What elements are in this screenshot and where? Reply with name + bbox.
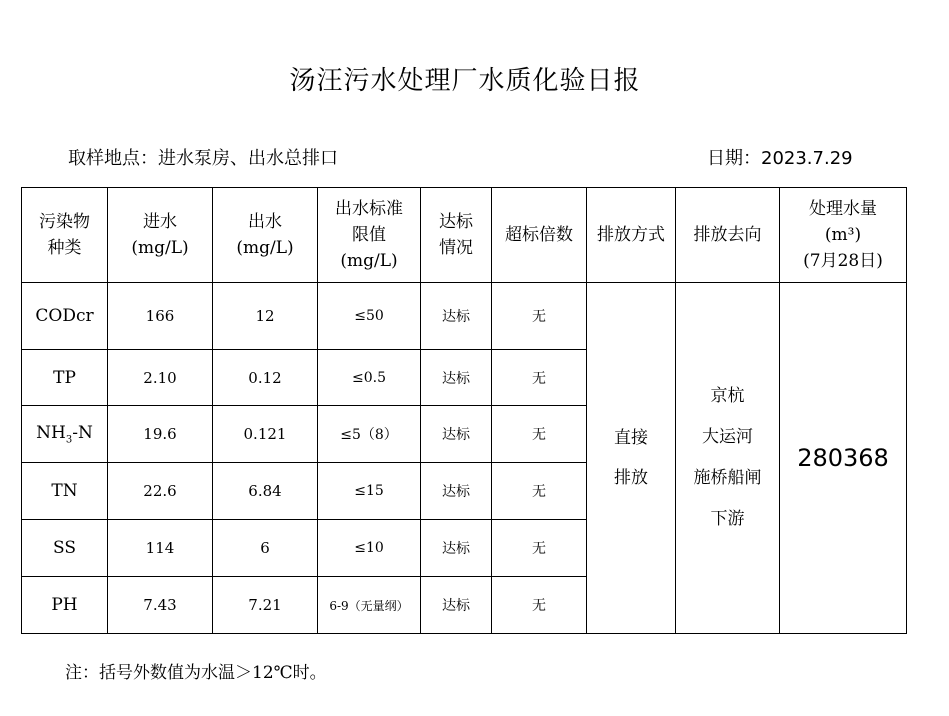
header-pollutant-line: 污染物 — [39, 212, 90, 232]
pollutant-name: SS — [22, 520, 108, 577]
pollutant-name: CODcr — [22, 283, 108, 350]
status-value: 达标 — [421, 520, 492, 577]
header-discharge-dest: 排放去向 — [676, 188, 780, 283]
effluent-value: 6 — [213, 520, 318, 577]
header-row — [22, 188, 907, 283]
influent-value: 19.6 — [108, 406, 213, 463]
header-discharge-method: 排放方式 — [587, 188, 676, 283]
header-volume — [780, 188, 907, 283]
header-volume-date: (7月28日) — [803, 251, 883, 271]
pollutant-name: TP — [22, 350, 108, 406]
exceed-value: 无 — [492, 406, 587, 463]
pollutant-name-subscript: 3 — [65, 434, 73, 446]
header-limit-line: 限值 — [352, 225, 386, 245]
effluent-value: 6.84 — [213, 463, 318, 520]
influent-value: 22.6 — [108, 463, 213, 520]
discharge-method: 直接 排放 — [587, 283, 676, 634]
sample-site: 取样地点：进水泵房、出水总排口 — [68, 148, 338, 169]
influent-value: 7.43 — [108, 577, 213, 634]
header-effluent-line: 出水 — [248, 212, 282, 232]
effluent-value: 7.21 — [213, 577, 318, 634]
influent-value: 2.10 — [108, 350, 213, 406]
table-row — [22, 283, 907, 350]
limit-value: ≤5（8） — [318, 406, 421, 463]
treated-volume: 280368 — [780, 283, 907, 634]
header-volume-line: 处理水量 — [809, 199, 877, 219]
water-quality-table — [21, 187, 907, 634]
exceed-value: 无 — [492, 577, 587, 634]
exceed-value: 无 — [492, 463, 587, 520]
limit-value: ≤0.5 — [318, 350, 421, 406]
footnote: 注：括号外数值为水温＞12℃时。 — [65, 663, 327, 683]
header-effluent — [213, 188, 318, 283]
status-value: 达标 — [421, 283, 492, 350]
header-exceed: 超标倍数 — [492, 188, 587, 283]
header-limit-unit: (mg/L) — [340, 251, 398, 271]
header-pollutant-line: 种类 — [47, 238, 82, 258]
exceed-value: 无 — [492, 283, 587, 350]
header-limit-line: 出水标准 — [335, 199, 403, 219]
status-value: 达标 — [421, 406, 492, 463]
report-date: 日期：2023.7.29 — [707, 148, 853, 169]
limit-value: 6-9（无量纲） — [318, 577, 421, 634]
influent-value: 166 — [108, 283, 213, 350]
header-volume-unit: (m³) — [824, 225, 862, 245]
discharge-destination: 京杭 大运河 施桥船闸 下游 — [676, 283, 780, 634]
limit-value: ≤50 — [318, 283, 421, 350]
limit-value: ≤15 — [318, 463, 421, 520]
limit-value: ≤10 — [318, 520, 421, 577]
effluent-value: 12 — [213, 283, 318, 350]
header-pollutant — [22, 188, 108, 283]
header-status — [421, 188, 492, 283]
exceed-value: 无 — [492, 520, 587, 577]
exceed-value: 无 — [492, 350, 587, 406]
pollutant-name: TN — [22, 463, 108, 520]
effluent-value: 0.12 — [213, 350, 318, 406]
pollutant-name: $NH_3-N$ — [22, 406, 108, 463]
pollutant-name: PH — [22, 577, 108, 634]
header-influent-unit: (mg/L) — [131, 238, 189, 258]
effluent-value: 0.121 — [213, 406, 318, 463]
header-effluent-unit: (mg/L) — [236, 238, 294, 258]
header-influent-line: 进水 — [143, 212, 177, 232]
status-value: 达标 — [421, 350, 492, 406]
header-limit — [318, 188, 421, 283]
report-title: 汤汪污水处理厂水质化验日报 — [289, 66, 641, 96]
header-status-line: 达标 — [439, 212, 473, 232]
header-status-line: 情况 — [439, 238, 473, 258]
influent-value: 114 — [108, 520, 213, 577]
header-influent — [108, 188, 213, 283]
status-value: 达标 — [421, 577, 492, 634]
status-value: 达标 — [421, 463, 492, 520]
